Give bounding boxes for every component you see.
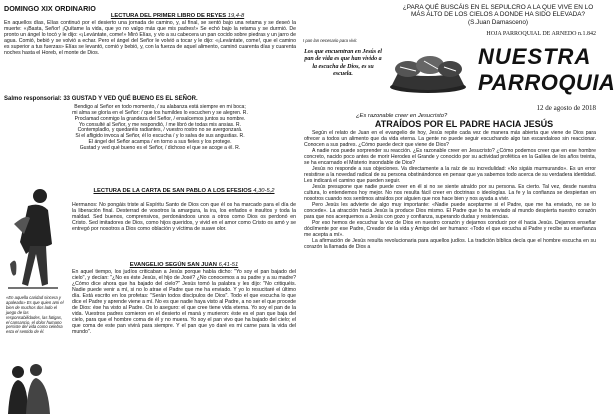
- sunday-title: DOMINGO XIX ORDINARIO: [4, 4, 96, 13]
- psalm-line: Contempladlo, y quedaréis radiantes, / vuestro rostro no se avergonzará.: [77, 127, 243, 134]
- psalm-verses: [40, 105, 280, 152]
- psalm-line: El ángel del Señor acampa / en torno a sus fieles y los protege.: [88, 139, 232, 146]
- first-reading-ref: 19,4-8: [227, 13, 245, 19]
- walking-figure-illustration: [6, 184, 60, 292]
- second-reading-ref: 4,30-5,2: [253, 188, 275, 194]
- article-paragraph: Jesús no responde a sus objeciones. Va directamente a la raíz de su incredulidad: «No sigáis murmurando». Es un error resistirse a la novedad radical de su persona obstinándonos en pensar que ya sabemos todo acerca de su verdadera identidad. Les indicará el camino que pueden seguir.: [304, 166, 596, 184]
- illustration-caption: «En aquella caridad sincera y apaleado» Es que quien ami el bien de muchos dos lado el juego de las responsabilidades, las fatigas, el cansancio, el dolor humano persiste del vida como celebra esta el sentido de él.: [6, 295, 64, 335]
- psalm-heading: Salmo responsorial: 33 GUSTAD Y VED QUÉ BUENO ES EL SEÑOR.: [4, 96, 198, 102]
- sidebar-quote: Los que encuentran en Jesús el pan de vida es que han vivido a la escucha de Dios, es su escuela.: [304, 49, 382, 78]
- masthead-parroquia: PARROQUIA: [478, 70, 615, 95]
- article-paragraph: Según el relato de Juan en el evangelio de hoy, Jesús repite cada vez de manera más abierta que viene de Dios para ofrecer a todos un alimento que da vida eterna. La gente no puede seguir escuchando algo tan escandaloso sin reaccionar. Conocen a sus padres. ¿Cómo puede decir que viene de Dios?: [304, 130, 596, 148]
- gospel-heading-text: EVANGELIO SEGÚN SAN JUAN: [129, 262, 217, 268]
- gospel-ref: 6,41-51: [218, 262, 239, 268]
- article-paragraph: Jesús presupone que nadie puede creer en él si no se siente atraído por su persona. Es cierto. Tal vez, desde nuestra cultura, lo entendemos hoy mejor. No nos resulta fácil creer en doctrinas o ideologías. La fe y la confianza se despiertan en nosotros cuando nos sentimos atraídos por alguien que nos hace bien y nos ayuda a vivir.: [304, 184, 596, 202]
- psalm-line: Yo consulté al Señor, y me respondió, / me libró de todas mis ansias. R.: [78, 121, 242, 128]
- psalm-line: Si el afligido invoca al Señor, él lo escucha / y lo salva de sus angustias. R.: [75, 133, 245, 140]
- gospel-heading: [72, 262, 296, 269]
- first-reading-text: En aquellos días, Elías continuó por el desierto una jornada de camino, y, al final, se sentó bajo una retama y se deseó la muerte: «¡Basta, Señor! ¡Quítame la vida, que yo no valgo más que mis padres!» Se echó bajo la retama y se durmió. De pronto un ángel lo tocó y le dijo: «¡Levántate, come!» Miró Elías, y vio a su cabecera un pan cocido sobre piedras y un jarro de agua. Comió, bebió y se volvió a echar. Pero el ángel del Señor le volvió a tocar y le dijo: «¡Levántate, come!, que el camino es superior a tus fuerzas» Elías se levantó, comió y bebió, y, con la fuerza de aquel alimento, caminó cuarenta días y cuarenta noches hasta el Horeb, el monte de Dios.: [4, 20, 296, 57]
- article-title: ATRAÍDOS POR EL PADRE HACIA JESÚS: [374, 119, 554, 129]
- psalm-line: mi alma se gloría en el Señor: / que los humildes lo escuchen y se alegren. R.: [72, 109, 248, 116]
- left-page: [0, 0, 300, 419]
- header-subtitle: I pan lan necesario para vivir.: [303, 38, 358, 43]
- second-reading-heading-text: LECTURA DE LA CARTA DE SAN PABLO A LOS EFESIOS: [93, 188, 252, 194]
- psalm-line: Gustad y ved qué bueno es el Señor, / dichoso el que se acoge a él. R.: [79, 144, 241, 151]
- right-page: [300, 0, 615, 419]
- gospel-text: En aquel tiempo, los judíos criticaban a Jesús porque había dicho: "Yo soy el pan bajado del cielo", y decían: "¿No es éste Jesús, el hijo de José? ¿No conocemos a su padre y a su madre? ¿Cómo dice ahora que ha bajado del cielo?" Jesús tomó la palabra y les dijo: "No critiquéis. Nadie puede venir a mí, si no lo atrae el Padre que me ha enviado. Y yo lo resucitaré el último día. Está escrito en los profetas: "Serán todos discípulos de Dios". Todo el que escucha lo que dice el Padre y aprende viene a mí. No es que nadie haya visto al Padre, a no ser el que procede de Dios: ése ha visto al Padre. Os lo aseguro: el que cree tiene vida eterna. Yo soy el pan de la vida. Vuestros padres comieron en el desierto el maná y murieron: éste es el pan que baja del cielo, para que el hombre coma de él y no muera. Yo soy el pan vivo que ha bajado del cielo; el que coma de este pan vivirá para siempre. Y el pan que yo daré es mi carne para la vida del mundo".: [72, 269, 296, 336]
- bulletin-number: HOJA PARROQUIAL DE ARNEDO n.1.842: [486, 31, 596, 37]
- first-reading-heading-text: LECTURA DEL PRIMER LIBRO DE REYES: [110, 13, 227, 19]
- masthead-nuestra: NUESTRA: [478, 44, 592, 69]
- article-body: [304, 130, 596, 250]
- second-reading-text: Hermanos: No pongáis triste al Espíritu Santo de Dios con que él os ha marcado para el día de la liberación final. Desterrad de vosotros la amargura, la ira, los enfados e insultos y toda la maldad. Sed buenos, comprensivos, perdonándoos unos a otros como Dios os perdonó en Cristo. Sed imitadores de Dios, como hijos queridos, y vivid en el amor como Cristo os amó y se entregó por nosotros a Dios como oblación y víctima de suave olor.: [72, 202, 296, 233]
- psalm-line: Bendigo al Señor en todo momento, / su alabanza está siempre en mi boca;: [74, 104, 246, 110]
- issue-date: 12 de agosto de 2018: [536, 104, 596, 112]
- article-kicker: ¿Es razonable creer en Jesucristo?: [356, 113, 448, 119]
- article-paragraph: A nadie nos puede sorprender su reacción. ¿Es razonable creer en Jesucristo? ¿Cómo podemos creer que en ese hombre concreto, nacido poco antes de morir Herodes el Grande y conocido por su actividad profética en la Galilea de los años treinta, se ha encarnado el Misterio insondable de Dios?: [304, 148, 596, 166]
- first-reading-heading: [60, 13, 295, 20]
- psalm-line: Proclamad conmigo la grandeza del Señor, / ensalcemos juntos su nombre.: [74, 115, 246, 122]
- article-paragraph: La afirmación de Jesús resulta revolucionaria para aquellos judíos. La tradición bíblica decía que el hombre escucha en su corazón la llamada de Dios a: [304, 238, 596, 250]
- crowd-illustration: [4, 360, 54, 416]
- second-reading-heading: [70, 188, 298, 195]
- header-quote: ¿PARA QUÉ BUSCÁIS EN EL SEPULCRO A LA QUE VIVE EN LO MÁS ALTO DE LOS CIELOS A DONDE HA SIDO ELEVADA? (S.Juan Damasceno): [402, 4, 594, 26]
- bread-basket-illustration: [386, 47, 470, 95]
- article-paragraph: Pero Jesús les advierte de algo muy importante: «Nadie puede aceptarme si el Padre, que me ha enviado, no se lo concede». La atracción hacia Jesús la produce Dios mismo. El Padre que lo ha enviado al mundo despierta nuestro corazón para que nos acerquemos a Jesús con gozo y confianza, superando dudas y resistencias.: [304, 202, 596, 220]
- article-paragraph: Por eso hemos de escuchar la voz de Dios en nuestro corazón y dejarnos conducir por él hacia Jesús. Dejarnos enseñar dócilmente por ese Padre, Creador de la vida y Amigo del ser humano: «Todo el que escucha al Padre y recibe su enseñanza me acepta a mí».: [304, 220, 596, 238]
